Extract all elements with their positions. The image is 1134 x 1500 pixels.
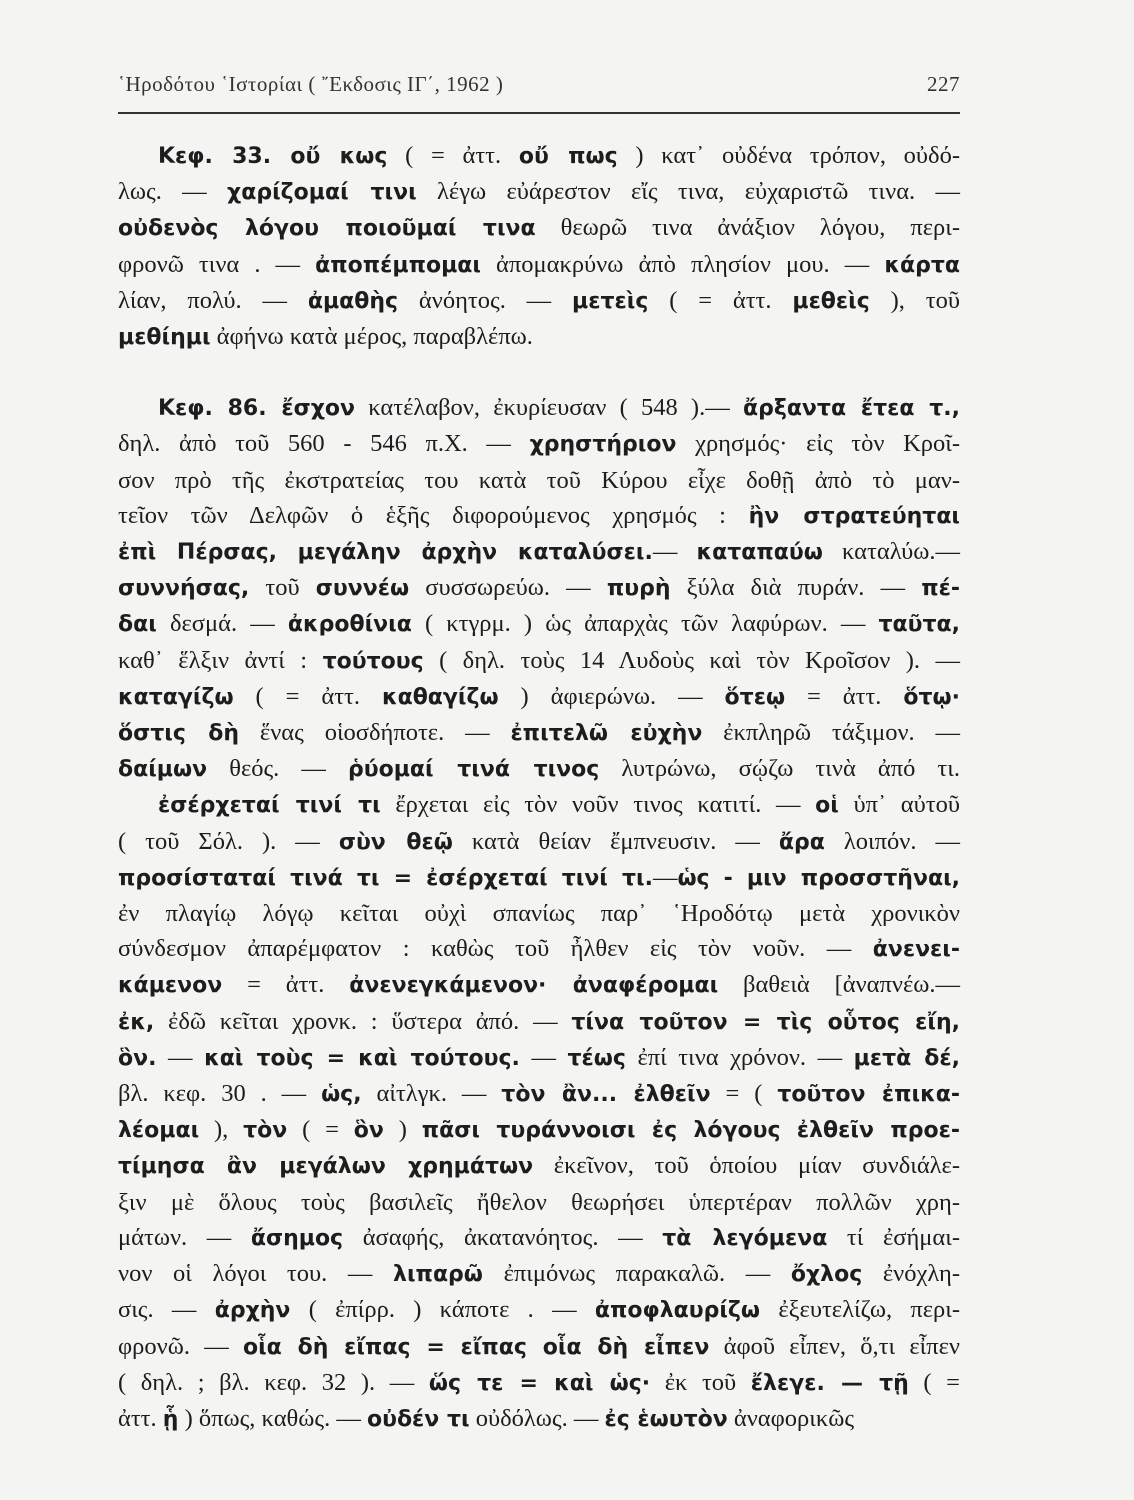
gloss-text: βλ. κεφ. 30 . — — [118, 1080, 322, 1108]
headword: συννέω — [315, 576, 410, 602]
headword: ὡς, — [321, 1082, 362, 1108]
gloss-text: ) ἀφιερώνω. — — [498, 682, 725, 710]
headword: λιπαρῶ — [393, 1262, 483, 1288]
gloss-text: ( κτγρμ. ) ὡς ἀπαρχὰς τῶν λαφύρων. — — [411, 610, 879, 638]
headword: πυρὴ — [606, 576, 671, 602]
headword: ἀποπέμπομαι — [315, 252, 481, 278]
headword: τέως — [567, 1045, 626, 1071]
headword: ἀρχὴν — [214, 1298, 291, 1324]
text-line — [118, 787, 960, 823]
headword: ἄσημος — [250, 1225, 344, 1251]
gloss-text: ( = ἀττ. — [648, 286, 793, 314]
headword: τὸν ἂν... ἐλθεῖν — [501, 1082, 711, 1108]
paragraph — [118, 390, 960, 1437]
gloss-text: κατὰ θείαν ἔμπνευσιν. — — [452, 827, 779, 855]
text-line — [118, 715, 960, 751]
text-line — [118, 1040, 960, 1076]
headword: ταῦτα, — [878, 612, 960, 638]
text-line — [118, 896, 960, 931]
gloss-text: αἰτλγκ. — — [361, 1080, 502, 1108]
headword: ἀνενει- — [872, 937, 960, 963]
headword: προσίσταταί τινά τι = ἐσέρχεταί τινί τι. — [118, 865, 653, 891]
text-line — [118, 679, 960, 715]
headword: ἐς ἑωυτὸν — [604, 1406, 728, 1432]
gloss-text: ὑπ᾽ αὐτοῦ — [838, 791, 960, 819]
headword: τούτους — [322, 648, 424, 674]
text-line — [118, 319, 960, 355]
gloss-text: τεῖον τῶν Δελφῶν ὁ ἑξῆς διφορούμενος χρησμός : — [118, 501, 749, 529]
gloss-text: ἐκεῖνον, τοῦ ὁποίου μίαν συνδιάλε- — [533, 1152, 960, 1180]
gloss-text: λως. — — [118, 178, 228, 206]
text-line — [118, 931, 960, 967]
text-line — [118, 570, 960, 606]
gloss-text: ξιν μὲ ὅλους τοὺς βασιλεῖς ἤθελον θεωρήσει ὑπερτέραν πολλῶν χρη- — [118, 1188, 960, 1216]
headword: κάρτα — [884, 252, 960, 278]
running-title: ῾Ηροδότου ῾Ιστορίαι ( ῎Εκδοσις ΙΓ΄, 1962 ) — [118, 72, 504, 96]
text-line — [118, 1256, 960, 1292]
gloss-text: ἀναφορικῶς — [727, 1404, 855, 1432]
headword: πέ- — [921, 576, 960, 602]
header-rule — [118, 112, 960, 114]
gloss-text: ) — [383, 1116, 422, 1144]
text-line — [118, 1112, 960, 1148]
gloss-text: ἐξευτελίζω, περι- — [760, 1296, 960, 1324]
gloss-text: ( τοῦ Σόλ. ). — — [118, 827, 339, 855]
text-line — [118, 390, 960, 426]
gloss-text: βαθειὰ [ἀναπνέω.— — [718, 971, 960, 999]
gloss-text: = ( — [710, 1080, 778, 1108]
headword: ὡς - μιν προσστῆναι, — [677, 865, 960, 891]
headword: ῥύομαί τινά τινος — [348, 757, 600, 783]
text-line — [118, 1365, 960, 1401]
text-line — [118, 1185, 960, 1220]
text-line — [118, 860, 960, 896]
gloss-text: — — [519, 1043, 568, 1071]
gloss-text: καταλύω.— — [822, 538, 961, 566]
gloss-text: ἐκ τοῦ — [650, 1368, 751, 1396]
headword: καὶ τοὺς = καὶ τούτους. — [204, 1045, 520, 1071]
gloss-text: ( δηλ. ; βλ. κεφ. 32 ). — — [118, 1368, 429, 1396]
gloss-text: δηλ. ἀπὸ τοῦ 560 - 546 π.Χ. — — [118, 430, 530, 458]
headword: λέομαι — [118, 1118, 200, 1144]
headword: οἱ — [815, 793, 839, 819]
text-line — [118, 606, 960, 642]
headword: ἔλεγε. — τῇ — [750, 1370, 909, 1396]
gloss-text: λυτρώνω, σῴζω τινὰ ἀπό τι. — [599, 755, 960, 783]
headword: ἄρα — [778, 829, 825, 855]
gloss-text: — — [652, 538, 697, 566]
text-line — [118, 426, 960, 462]
headword: ὅτεῳ — [724, 684, 786, 710]
text-line — [118, 534, 960, 570]
gloss-text: νον οἱ λόγοι του. — — [118, 1260, 394, 1288]
gloss-text: ἀπομακρύνω ἀπὸ πλησίον μου. — — [480, 250, 885, 278]
text-line — [118, 751, 960, 787]
gloss-text: ), — [199, 1116, 244, 1144]
text-line — [118, 174, 960, 210]
gloss-text: = ἀττ. — [785, 682, 904, 710]
gloss-text: ἐπί τινα χρόνον. — — [625, 1043, 854, 1071]
headword: ἀκροθίνια — [287, 612, 412, 638]
gloss-text: ( ἐπίρρ. ) κάποτε . — — [290, 1296, 595, 1324]
gloss-text: — — [652, 863, 678, 891]
gloss-text: μάτων. — — [118, 1223, 251, 1251]
gloss-text: ) κατ᾽ οὐδένα τρόπον, οὐδό- — [617, 142, 960, 169]
gloss-text: οὐδόλως. — — [469, 1404, 605, 1432]
headword: σὺν θεῷ — [338, 829, 453, 855]
gloss-text: λοιπόν. — — [824, 827, 960, 855]
text-line — [118, 1329, 960, 1365]
headword: οὐδέν τι — [366, 1406, 470, 1432]
headword: κάμενον — [118, 973, 223, 999]
gloss-text: λέγω εὐάρεστον εἴς τινα, εὐχαριστῶ τινα. — — [416, 178, 960, 206]
gloss-text: σις. — — [118, 1296, 215, 1324]
text-line — [118, 138, 960, 174]
headword: ἐσέρχεταί τινί τι — [158, 793, 381, 819]
gloss-text: ἐνόχλη- — [862, 1260, 961, 1288]
gloss-text: ), τοῦ — [869, 286, 960, 314]
gloss-text: ἀσαφής, ἀκατανόητος. — — [343, 1223, 663, 1251]
text-line — [118, 824, 960, 860]
headword: ὥς τε = καὶ ὡς· — [428, 1370, 651, 1396]
headword: οὔ πως — [518, 144, 618, 169]
headword: τίνα τοῦτον = τὶς οὗτος εἴη, — [571, 1009, 960, 1035]
gloss-text: — — [156, 1043, 205, 1071]
gloss-text: ἀφοῦ εἶπεν, ὅ,τι εἶπεν — [709, 1332, 961, 1360]
gloss-text: δεσμά. — — [156, 610, 288, 638]
headword: ἄρξαντα ἔτεα τ., — [742, 396, 960, 422]
gloss-text: θεός. — — [207, 755, 348, 783]
headword: ᾗ — [162, 1406, 179, 1432]
headword: οὐδενὸς λόγου ποιοῦμαί τινα — [118, 216, 536, 242]
text-line — [118, 210, 960, 246]
headword: ἐπιτελῶ εὐχὴν — [510, 721, 703, 747]
headword: ἀμαθὴς — [307, 288, 399, 314]
headword: δαίμων — [118, 757, 208, 783]
gloss-text: λίαν, πολύ. — — [118, 286, 308, 314]
headword: ἢν στρατεύηται — [748, 503, 961, 529]
text-line — [118, 1220, 960, 1256]
headword: ὃν. — [118, 1045, 157, 1071]
gloss-text: ἐκπληρῶ τάξιμον. — — [702, 719, 961, 747]
headword: ἐπὶ Πέρσας, μεγάλην ἀρχὴν καταλύσει. — [118, 540, 653, 566]
headword: δαι — [118, 612, 157, 638]
headword: ὅστις δὴ — [118, 721, 240, 747]
gloss-text: φρονῶ. — — [118, 1332, 243, 1360]
headword: καθαγίζω — [381, 684, 499, 710]
gloss-text: ἐδῶ κεῖται χρονκ. : ὕστερα ἀπό. — — [154, 1007, 572, 1035]
page-number: 227 — [927, 72, 960, 96]
text-line — [118, 463, 960, 498]
headword: καταπαύω — [696, 540, 823, 566]
headword: Κεφ. 33. οὔ κως — [158, 144, 388, 169]
headword: τίμησα ἂν μεγάλων χρημάτων — [118, 1154, 534, 1180]
text-line — [118, 1076, 960, 1112]
headword: τὸν — [243, 1118, 288, 1144]
text-line — [118, 1401, 960, 1437]
gloss-text: ἀττ. — [118, 1404, 163, 1432]
text-line — [118, 1148, 960, 1184]
gloss-text: ἔρχεται εἰς τὸν νοῦν τινος κατιτί. — — [380, 791, 816, 819]
gloss-text: ) ὅπως, καθώς. — — [178, 1404, 367, 1432]
text-line — [118, 1292, 960, 1328]
gloss-text: τί ἐσήμαι- — [827, 1223, 960, 1251]
gloss-text: τοῦ — [249, 574, 316, 602]
gloss-text: ( = — [287, 1116, 354, 1144]
gloss-text: = ἀττ. — [222, 971, 350, 999]
gloss-text: ἀνόητος. — — [398, 286, 573, 314]
headword: ὅτῳ· — [903, 684, 960, 710]
gloss-text: θεωρῶ τινα ἀνάξιον λόγου, περι- — [535, 214, 960, 242]
headword: χρηστήριον — [529, 432, 677, 458]
gloss-text: ἐν πλαγίῳ λόγῳ κεῖται οὐχὶ σπανίως παρ᾽ ῾Ηροδότῳ μετὰ χρονικὸν — [118, 900, 960, 928]
headword: ἀνενεγκάμενον· ἀναφέρομαι — [349, 973, 719, 999]
gloss-text: ἀφήνω κατὰ μέρος, παραβλέπω. — [210, 323, 533, 351]
headword: οἷα δὴ εἴπας = εἴπας οἷα δὴ εἶπεν — [242, 1334, 710, 1360]
headword: τὰ λεγόμενα — [662, 1225, 828, 1251]
headword: ἐκ, — [118, 1009, 155, 1035]
gloss-text: συσσωρεύω. — — [409, 574, 607, 602]
gloss-text: ἕνας οἱοσδήποτε. — — [239, 719, 511, 747]
gloss-text: ( δηλ. τοὺς 14 Λυδοὺς καὶ τὸν Κροῖσον ). — — [423, 646, 960, 674]
gloss-text: καθ᾽ ἕλξιν ἀντί : — [118, 646, 323, 674]
paragraph — [118, 138, 960, 355]
headword: συννήσας, — [118, 576, 250, 602]
gloss-text: σύνδεσμον ἀπαρέμφατον : καθὼς τοῦ ἦλθεν εἰς τὸν νοῦν. — — [118, 935, 873, 963]
text-line — [118, 643, 960, 679]
gloss-text: φρονῶ τινα . — — [118, 250, 316, 278]
text-line — [118, 247, 960, 283]
gloss-text: ( = — [908, 1368, 960, 1396]
headword: πᾶσι τυράννοισι ἐς λόγους ἐλθεῖν προε- — [421, 1118, 960, 1144]
headword: ὄχλος — [790, 1262, 863, 1288]
headword: μετεὶς — [572, 288, 649, 314]
headword: μεθίημι — [118, 325, 211, 351]
headword: καταγίζω — [118, 684, 234, 710]
text-line — [118, 498, 960, 534]
text-line — [118, 1004, 960, 1040]
headword: τοῦτον ἐπικα- — [777, 1082, 961, 1108]
text-line — [118, 967, 960, 1003]
headword: μετὰ δέ, — [853, 1045, 961, 1071]
gloss-text: κατέλαβον, ἐκυρίευσαν ( 548 ).— — [355, 394, 743, 422]
glossary-text — [118, 138, 960, 1437]
gloss-text: ( = ἀττ. — [233, 682, 382, 710]
headword: Κεφ. 86. ἔσχον — [158, 396, 356, 422]
headword: μεθεὶς — [792, 288, 870, 314]
headword: ἀποφλαυρίζω — [594, 1298, 761, 1324]
headword: χαρίζομαί τινι — [227, 180, 417, 206]
gloss-text: χρησμός· εἰς τὸν Κροῖ- — [676, 430, 961, 458]
gloss-text: ἐπιμόνως παρακαλῶ. — — [482, 1260, 791, 1288]
gloss-text: ξύλα διὰ πυράν. — — [670, 574, 922, 602]
text-line — [118, 283, 960, 319]
gloss-text: ( = ἀττ. — [387, 142, 519, 169]
headword: ὃν — [353, 1118, 384, 1144]
gloss-text: σον πρὸ τῆς ἐκστρατείας του κατὰ τοῦ Κύρου εἶχε δοθῇ ἀπὸ τὸ μαν- — [118, 466, 960, 494]
